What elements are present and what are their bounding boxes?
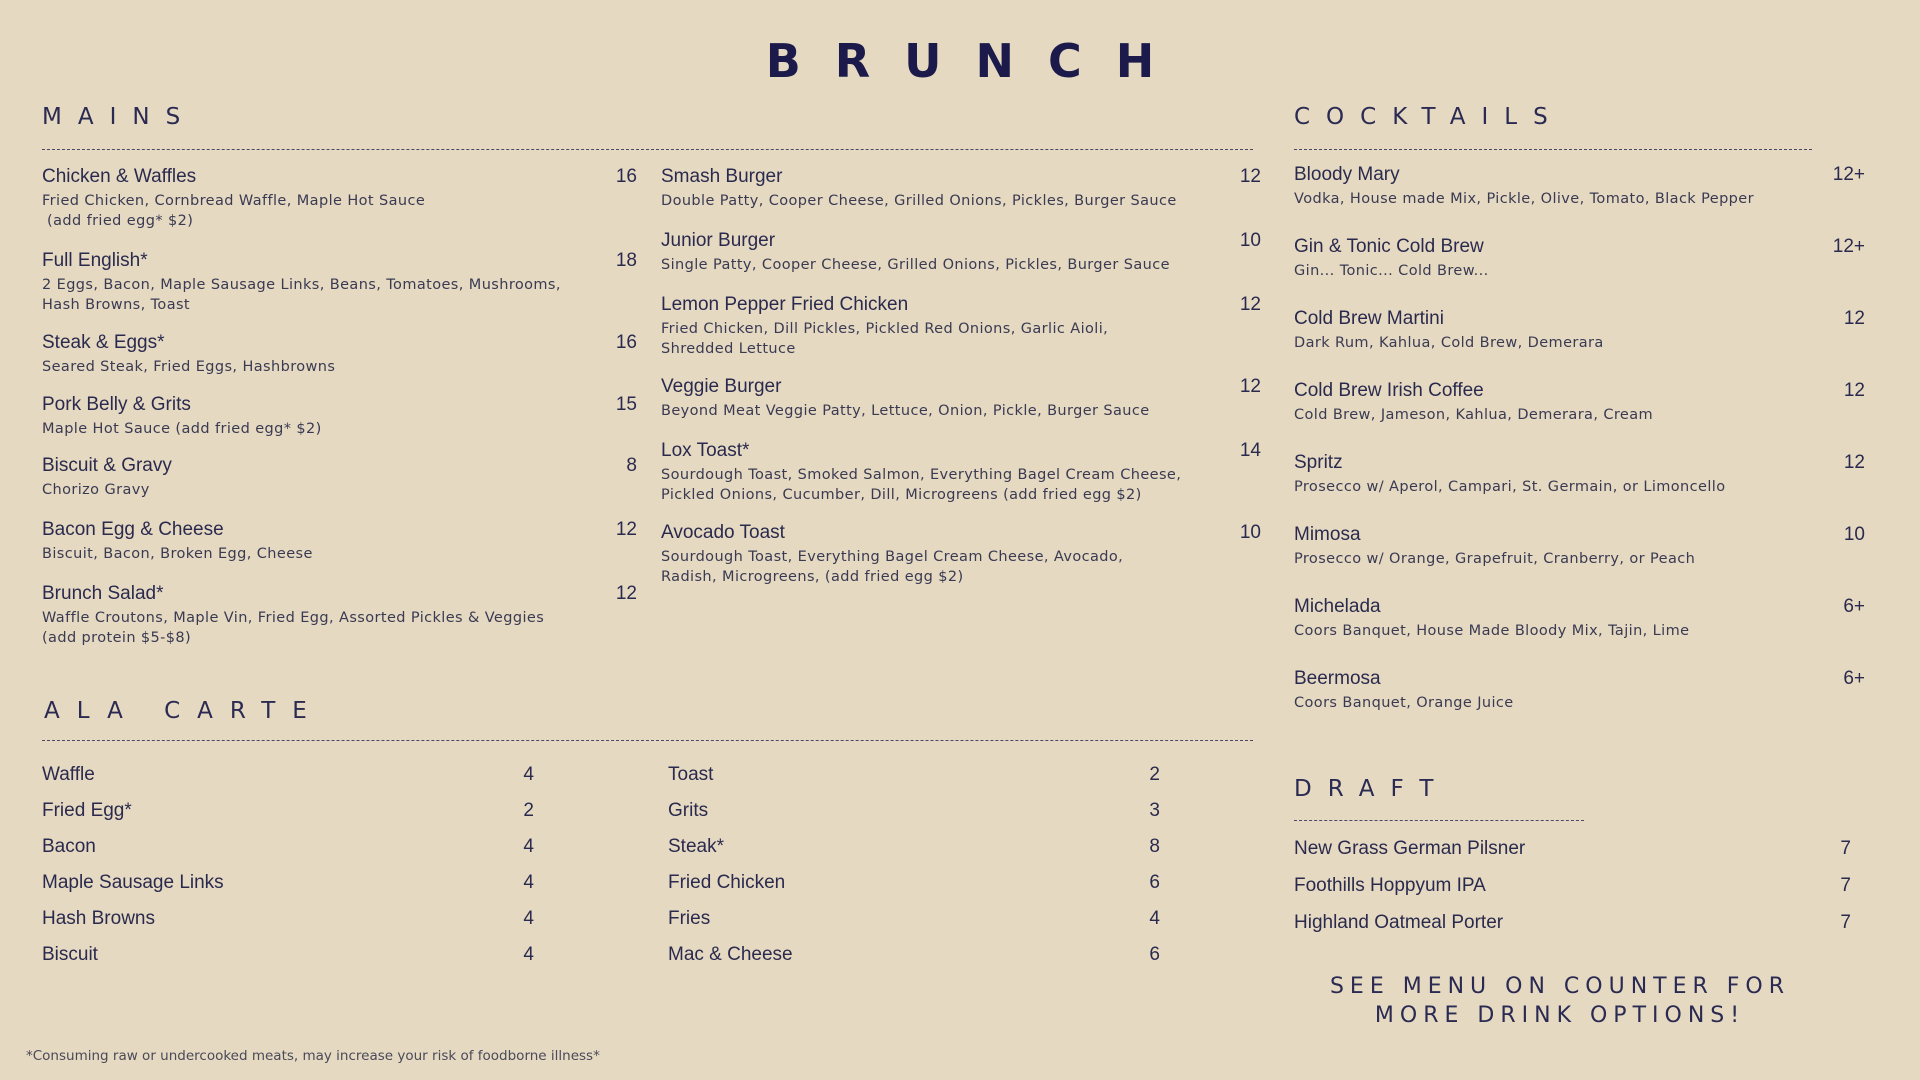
item-price: 8 <box>1149 836 1160 857</box>
item-name: Grits <box>668 800 709 821</box>
menu-item-lox-toast <box>661 440 1261 505</box>
item-price: 4 <box>523 944 534 965</box>
item-name: Fried Egg* <box>42 800 132 821</box>
menu-item-smash-burger <box>661 166 1261 211</box>
item-price: 6+ <box>1843 596 1865 617</box>
item-name: Fried Chicken <box>668 872 786 893</box>
item-name: Bacon Egg & Cheese <box>42 519 224 540</box>
menu-title: BRUNCH <box>765 34 1189 88</box>
item-price: 12 <box>1239 376 1261 397</box>
menu-item-mac-cheese <box>668 937 1160 973</box>
item-name: Mac & Cheese <box>668 944 793 965</box>
item-name: Smash Burger <box>661 166 783 187</box>
item-description: Chorizo Gravy <box>42 482 150 498</box>
item-description: Sourdough Toast, Smoked Salmon, Everything Bagel Cream Cheese, Pickled Onions, Cucumber, Dill, Microgreens (add fried egg $2) <box>661 467 1182 503</box>
item-description: Cold Brew, Jameson, Kahlua, Demerara, Cream <box>1294 407 1654 423</box>
mains-heading: MAINS <box>42 104 197 130</box>
item-name: New Grass German Pilsner <box>1294 837 1526 859</box>
ala-carte-left-column <box>42 757 534 973</box>
item-price: 16 <box>615 332 637 353</box>
menu-item-cold-brew-martini <box>1294 308 1865 380</box>
menu-item-cold-brew-irish-coffee <box>1294 380 1865 452</box>
item-name: Cold Brew Martini <box>1294 308 1444 329</box>
item-name: Junior Burger <box>661 230 776 251</box>
menu-item-full-english <box>42 250 637 315</box>
menu-item-bloody-mary <box>1294 164 1865 236</box>
item-description: Coors Banquet, Orange Juice <box>1294 695 1514 711</box>
menu-item-avocado-toast <box>661 522 1261 587</box>
item-description: Fried Chicken, Dill Pickles, Pickled Red Onions, Garlic Aioli, Shredded Lettuce <box>661 321 1109 357</box>
item-name: Lemon Pepper Fried Chicken <box>661 294 909 315</box>
menu-item-foothills-hoppyum-ipa <box>1294 867 1851 904</box>
item-name: Spritz <box>1294 452 1343 473</box>
menu-item-new-grass-german-pilsner <box>1294 830 1851 867</box>
menu-item-highland-oatmeal-porter <box>1294 904 1851 941</box>
menu-item-biscuit <box>42 937 534 973</box>
item-description: Beyond Meat Veggie Patty, Lettuce, Onion, Pickle, Burger Sauce <box>661 403 1150 419</box>
item-price: 12 <box>615 583 637 604</box>
menu-item-fries <box>668 901 1160 937</box>
item-price: 12 <box>1843 308 1865 329</box>
item-name: Waffle <box>42 764 95 785</box>
menu-item-bacon <box>42 829 534 865</box>
item-price: 12 <box>1843 380 1865 401</box>
item-name: Michelada <box>1294 596 1381 617</box>
item-price: 4 <box>523 872 534 893</box>
item-price: 8 <box>626 455 637 476</box>
item-description: Waffle Croutons, Maple Vin, Fried Egg, Assorted Pickles & Veggies (add protein $5-$8) <box>42 610 545 646</box>
item-name: Full English* <box>42 250 148 271</box>
item-price: 12+ <box>1832 236 1865 257</box>
menu-item-grits <box>668 793 1160 829</box>
item-description: Prosecco w/ Aperol, Campari, St. Germain, or Limoncello <box>1294 479 1726 495</box>
item-name: Toast <box>668 764 714 785</box>
item-price: 3 <box>1149 800 1160 821</box>
item-name: Lox Toast* <box>661 440 750 461</box>
menu-item-mimosa <box>1294 524 1865 596</box>
item-description: Single Patty, Cooper Cheese, Grilled Onions, Pickles, Burger Sauce <box>661 257 1170 273</box>
item-description: Maple Hot Sauce (add fried egg* $2) <box>42 421 322 437</box>
mains-divider <box>42 149 1253 150</box>
menu-item-hash-browns <box>42 901 534 937</box>
mains-left-column <box>42 166 637 648</box>
menu-item-steak-eggs <box>42 332 637 377</box>
ala-carte-heading: ALA CARTE <box>44 698 324 724</box>
item-price: 4 <box>523 836 534 857</box>
item-name: Veggie Burger <box>661 376 782 397</box>
item-price: 12 <box>1239 166 1261 187</box>
cocktails-divider <box>1294 149 1812 150</box>
item-name: Steak & Eggs* <box>42 332 165 353</box>
item-name: Mimosa <box>1294 524 1361 545</box>
item-name: Bacon <box>42 836 96 857</box>
mains-right-column <box>661 166 1261 587</box>
menu-item-maple-sausage-links <box>42 865 534 901</box>
item-price: 4 <box>523 908 534 929</box>
item-price: 6 <box>1149 872 1160 893</box>
item-name: Fries <box>668 908 711 929</box>
item-price: 12 <box>615 519 637 540</box>
menu-item-fried-chicken <box>668 865 1160 901</box>
item-description: Vodka, House made Mix, Pickle, Olive, Tomato, Black Pepper <box>1294 191 1754 207</box>
draft-divider <box>1294 820 1584 821</box>
item-price: 15 <box>615 394 637 415</box>
item-price: 10 <box>1843 524 1865 545</box>
item-name: Biscuit & Gravy <box>42 455 172 476</box>
item-price: 7 <box>1840 911 1851 933</box>
item-name: Bloody Mary <box>1294 164 1400 185</box>
item-description: Seared Steak, Fried Eggs, Hashbrowns <box>42 359 336 375</box>
menu-item-toast <box>668 757 1160 793</box>
menu-item-biscuit-gravy <box>42 455 637 500</box>
item-price: 7 <box>1840 837 1851 859</box>
item-name: Brunch Salad* <box>42 583 164 604</box>
menu-item-fried-egg <box>42 793 534 829</box>
item-name: Pork Belly & Grits <box>42 394 191 415</box>
item-price: 6+ <box>1843 668 1865 689</box>
menu-item-waffle <box>42 757 534 793</box>
item-description: Sourdough Toast, Everything Bagel Cream Cheese, Avocado, Radish, Microgreens, (add fried egg $2) <box>661 549 1124 585</box>
item-price: 10 <box>1239 522 1261 543</box>
menu-item-brunch-salad <box>42 583 637 648</box>
item-description: Prosecco w/ Orange, Grapefruit, Cranberry, or Peach <box>1294 551 1696 567</box>
item-price: 10 <box>1239 230 1261 251</box>
item-name: Cold Brew Irish Coffee <box>1294 380 1484 401</box>
item-name: Chicken & Waffles <box>42 166 197 187</box>
item-price: 12 <box>1239 294 1261 315</box>
item-price: 4 <box>523 764 534 785</box>
menu-item-bacon-egg-cheese <box>42 519 637 564</box>
menu-item-gin-tonic-cold-brew <box>1294 236 1865 308</box>
item-name: Avocado Toast <box>661 522 785 543</box>
draft-column <box>1294 830 1851 941</box>
item-name: Steak* <box>668 836 724 857</box>
menu-item-lemon-pepper-fried-chicken <box>661 294 1261 359</box>
item-price: 14 <box>1239 440 1261 461</box>
menu-item-veggie-burger <box>661 376 1261 421</box>
menu-item-beermosa <box>1294 668 1865 740</box>
menu-item-chicken-waffles <box>42 166 637 231</box>
item-description: Double Patty, Cooper Cheese, Grilled Onions, Pickles, Burger Sauce <box>661 193 1177 209</box>
ala-carte-right-column <box>668 757 1160 973</box>
item-price: 12 <box>1843 452 1865 473</box>
item-name: Highland Oatmeal Porter <box>1294 911 1504 933</box>
item-price: 12+ <box>1832 164 1865 185</box>
menu-item-steak <box>668 829 1160 865</box>
item-price: 6 <box>1149 944 1160 965</box>
menu-item-michelada <box>1294 596 1865 668</box>
foodborne-illness-note: *Consuming raw or undercooked meats, may increase your risk of foodborne illness* <box>26 1048 600 1064</box>
item-description: Gin... Tonic... Cold Brew... <box>1294 263 1489 279</box>
menu-item-junior-burger <box>661 230 1261 275</box>
item-price: 16 <box>615 166 637 187</box>
item-price: 4 <box>1149 908 1160 929</box>
menu-item-pork-belly-grits <box>42 394 637 439</box>
cocktails-column <box>1294 164 1865 740</box>
item-price: 2 <box>523 800 534 821</box>
draft-heading: DRAFT <box>1294 776 1450 802</box>
item-name: Gin & Tonic Cold Brew <box>1294 236 1484 257</box>
item-name: Beermosa <box>1294 668 1381 689</box>
item-name: Maple Sausage Links <box>42 872 224 893</box>
item-price: 18 <box>615 250 637 271</box>
cocktails-heading: COCKTAILS <box>1294 104 1564 130</box>
item-name: Hash Browns <box>42 908 155 929</box>
item-description: 2 Eggs, Bacon, Maple Sausage Links, Beans, Tomatoes, Mushrooms, Hash Browns, Toast <box>42 277 561 313</box>
item-name: Biscuit <box>42 944 98 965</box>
item-description: Coors Banquet, House Made Bloody Mix, Tajin, Lime <box>1294 623 1690 639</box>
item-price: 2 <box>1149 764 1160 785</box>
item-description: Fried Chicken, Cornbread Waffle, Maple Hot Sauce (add fried egg* $2) <box>42 193 426 229</box>
item-name: Foothills Hoppyum IPA <box>1294 874 1486 896</box>
menu-item-spritz <box>1294 452 1865 524</box>
item-price: 7 <box>1840 874 1851 896</box>
drink-options-promo: SEE MENU ON COUNTER FOR MORE DRINK OPTIONS! <box>1329 974 1791 1028</box>
ala-carte-divider <box>42 740 1253 741</box>
item-description: Biscuit, Bacon, Broken Egg, Cheese <box>42 546 313 562</box>
item-description: Dark Rum, Kahlua, Cold Brew, Demerara <box>1294 335 1604 351</box>
